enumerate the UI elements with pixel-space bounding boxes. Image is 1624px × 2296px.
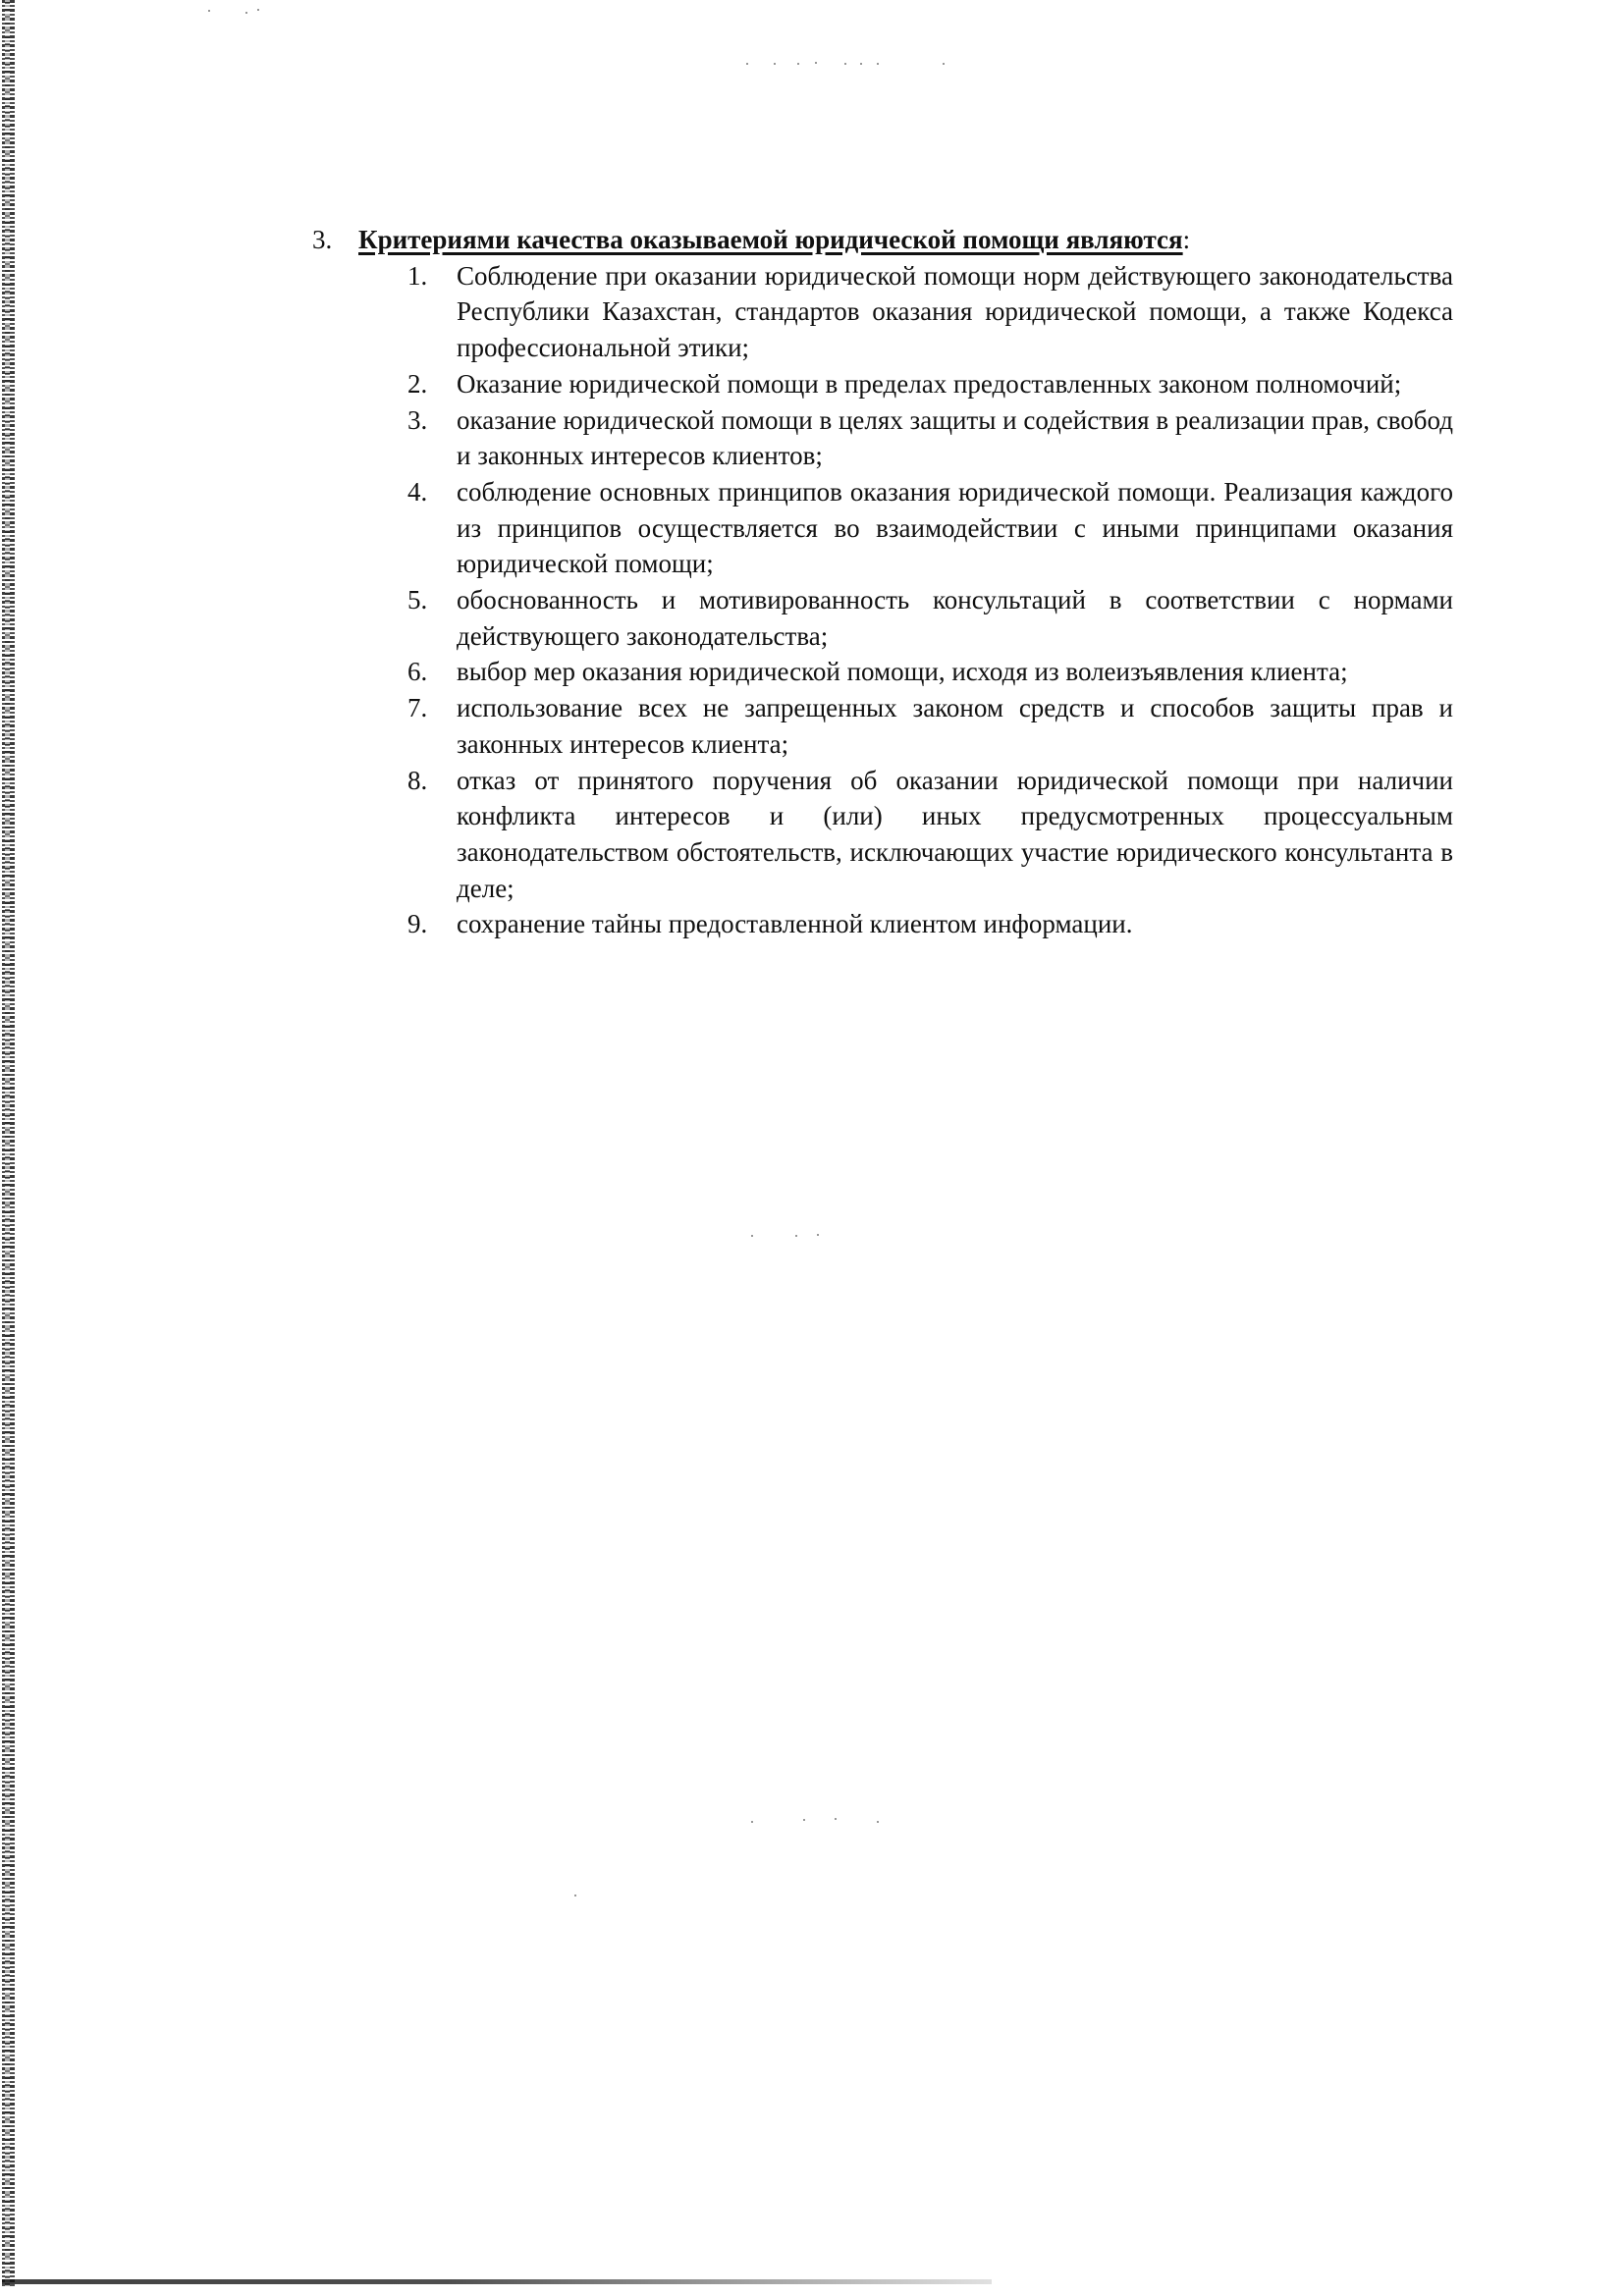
list-item xyxy=(407,474,1453,582)
document-body xyxy=(312,222,1453,942)
list-item xyxy=(407,906,1453,942)
list-item xyxy=(407,690,1453,762)
list-item xyxy=(407,654,1453,690)
scan-border-left xyxy=(2,0,15,2287)
section-title: Критериями качества оказываемой юридической помощи являются xyxy=(358,225,1183,254)
list-item xyxy=(407,763,1453,907)
item-number: 1. xyxy=(407,260,428,291)
item-text: сохранение тайны предоставленной клиентом информации. xyxy=(457,909,1133,939)
list-item xyxy=(407,402,1453,474)
item-text: выбор мер оказания юридической помощи, исходя из волеизъявления клиента; xyxy=(457,657,1348,687)
scan-border-bottom xyxy=(2,2279,992,2284)
item-number: 5. xyxy=(407,585,428,615)
item-text: обоснованность и мотивированность консультаций в соответствии с нормами действующего законодательства; xyxy=(457,585,1453,651)
item-number: 9. xyxy=(407,909,428,939)
item-text: Оказание юридической помощи в пределах предоставленных законом полномочий; xyxy=(457,368,1402,399)
section-title-colon: : xyxy=(1182,225,1191,254)
item-number: 2. xyxy=(407,368,428,399)
section-heading xyxy=(312,222,1453,258)
criteria-list xyxy=(312,258,1453,942)
item-number: 6. xyxy=(407,657,428,687)
item-text: оказание юридической помощи в целях защиты и содействия в реализации прав, свобод и законных интересов клиентов; xyxy=(457,404,1453,471)
item-text: соблюдение основных принципов оказания юридической помощи. Реализация каждого из принципов осуществляется во взаимодействии с иными принципами оказания юридической помощи; xyxy=(457,476,1453,579)
item-text: отказ от принятого поручения об оказании юридической помощи при наличии конфликта интересов и (или) иных предусмотренных процессуальным законодательством обстоятельств, исключающих участие юридического консультанта в деле; xyxy=(457,765,1453,903)
list-item xyxy=(407,582,1453,654)
item-number: 3. xyxy=(407,404,428,435)
list-item xyxy=(407,366,1453,402)
item-number: 7. xyxy=(407,693,428,723)
item-number: 8. xyxy=(407,765,428,795)
item-text: Соблюдение при оказании юридической помощи норм действующего законодательства Республики Казахстан, стандартов оказания юридической помощи, а также Кодекса профессиональной этики; xyxy=(457,260,1453,363)
section-number: 3. xyxy=(312,225,333,254)
list-item xyxy=(407,258,1453,366)
item-text: использование всех не запрещенных законом средств и способов защиты прав и законных интересов клиента; xyxy=(457,693,1453,759)
item-number: 4. xyxy=(407,476,428,507)
